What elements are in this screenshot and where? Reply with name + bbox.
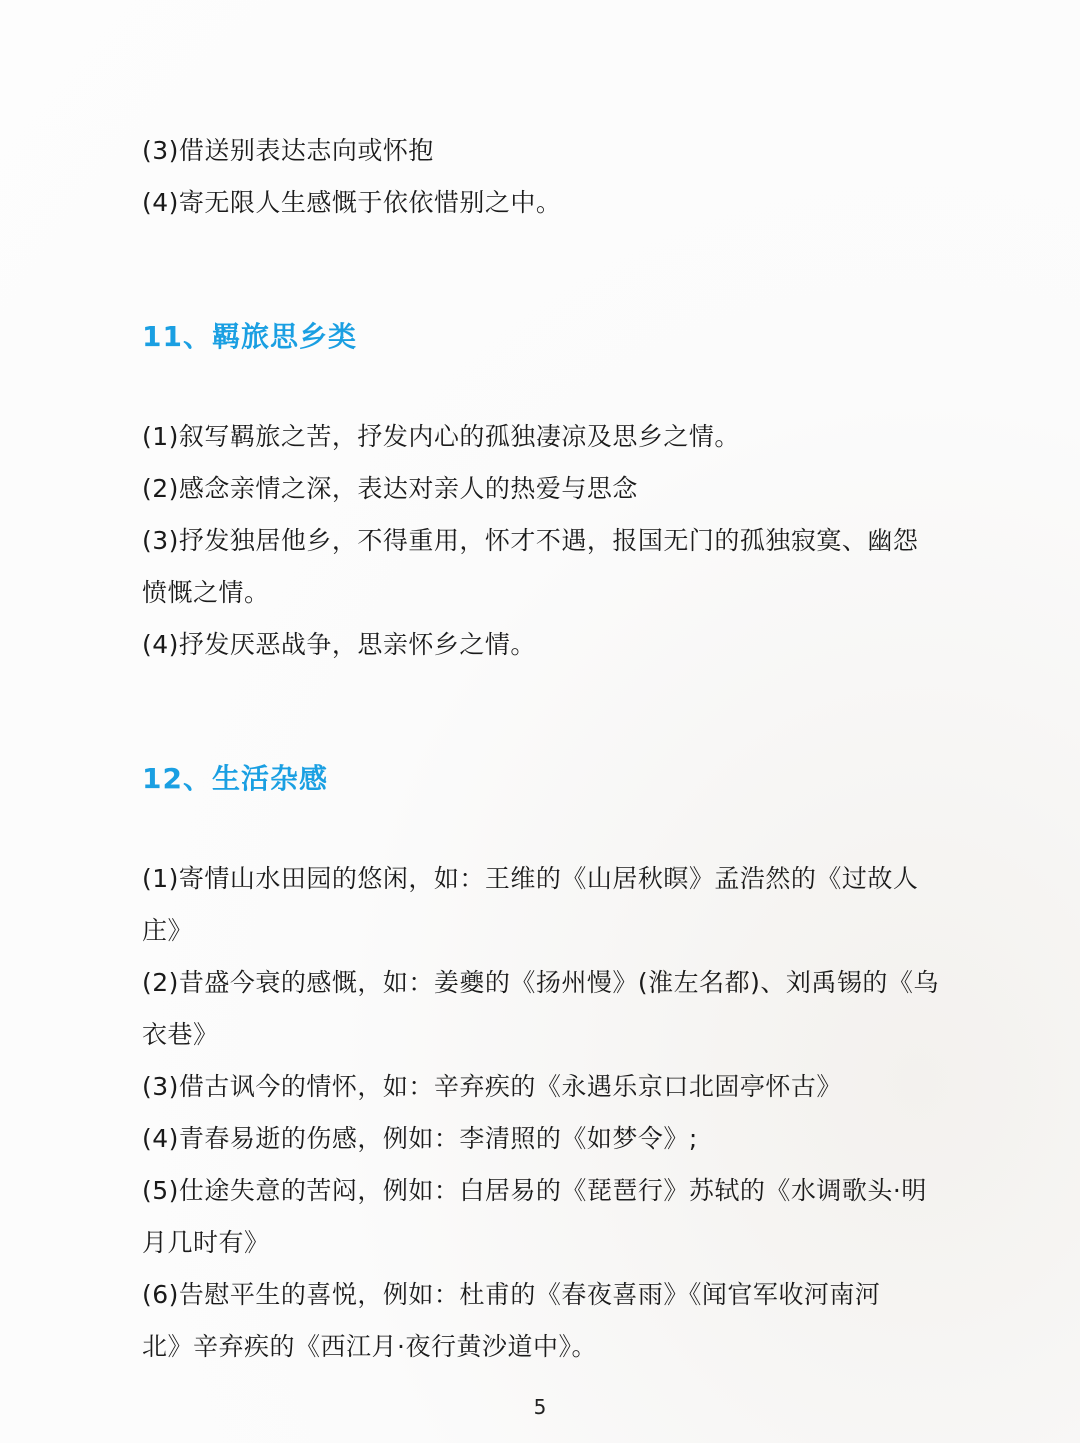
section-11-title: 11、羁旅思乡类 [142, 320, 357, 353]
section-12-item-3: (3)借古讽今的情怀，如：辛弃疾的《永遇乐京口北固亭怀古》 [142, 1072, 842, 1101]
intro-item-4: (4)寄无限人生感慨于依依惜别之中。 [142, 188, 562, 217]
section-12-item-4: (4)青春易逝的伤感，例如：李清照的《如梦令》; [142, 1124, 698, 1153]
section-12-item-6-cont: 北》辛弃疾的《西江月·夜行黄沙道中》。 [142, 1332, 597, 1361]
section-12-item-5: (5)仕途失意的苦闷，例如：白居易的《琵琶行》苏轼的《水调歌头·明 [142, 1176, 927, 1205]
section-11-list [142, 411, 982, 671]
section-12-item-2-cont: 衣巷》 [142, 1020, 219, 1049]
section-12-item-1-cont: 庄》 [142, 916, 194, 945]
section-12-item-6: (6)告慰平生的喜悦，例如：杜甫的《春夜喜雨》《闻官军收河南河 [142, 1280, 881, 1309]
section-11-item-4: (4)抒发厌恶战争，思亲怀乡之情。 [142, 630, 536, 659]
section-12-list [142, 853, 982, 1373]
section-11-item-1: (1)叙写羁旅之苦，抒发内心的孤独凄凉及思乡之情。 [142, 422, 740, 451]
section-12-item-2: (2)昔盛今衰的感慨，如：姜夔的《扬州慢》(淮左名都)、刘禹锡的《乌 [142, 968, 939, 997]
intro-item-3: (3)借送别表达志向或怀抱 [142, 136, 434, 165]
page-number: 5 [533, 1395, 547, 1419]
section-11-item-3-cont: 愤慨之情。 [142, 578, 270, 607]
section-12-title: 12、生活杂感 [142, 762, 328, 795]
section-11-item-2: (2)感念亲情之深，表达对亲人的热爱与思念 [142, 474, 638, 503]
section-12-item-1: (1)寄情山水田园的悠闲，如：王维的《山居秋暝》孟浩然的《过故人 [142, 864, 919, 893]
document-content [142, 125, 982, 1373]
section-12-item-5-cont: 月几时有》 [142, 1228, 270, 1257]
section-11-item-3: (3)抒发独居他乡，不得重用，怀才不遇，报国无门的孤独寂寞、幽怨 [142, 526, 919, 555]
